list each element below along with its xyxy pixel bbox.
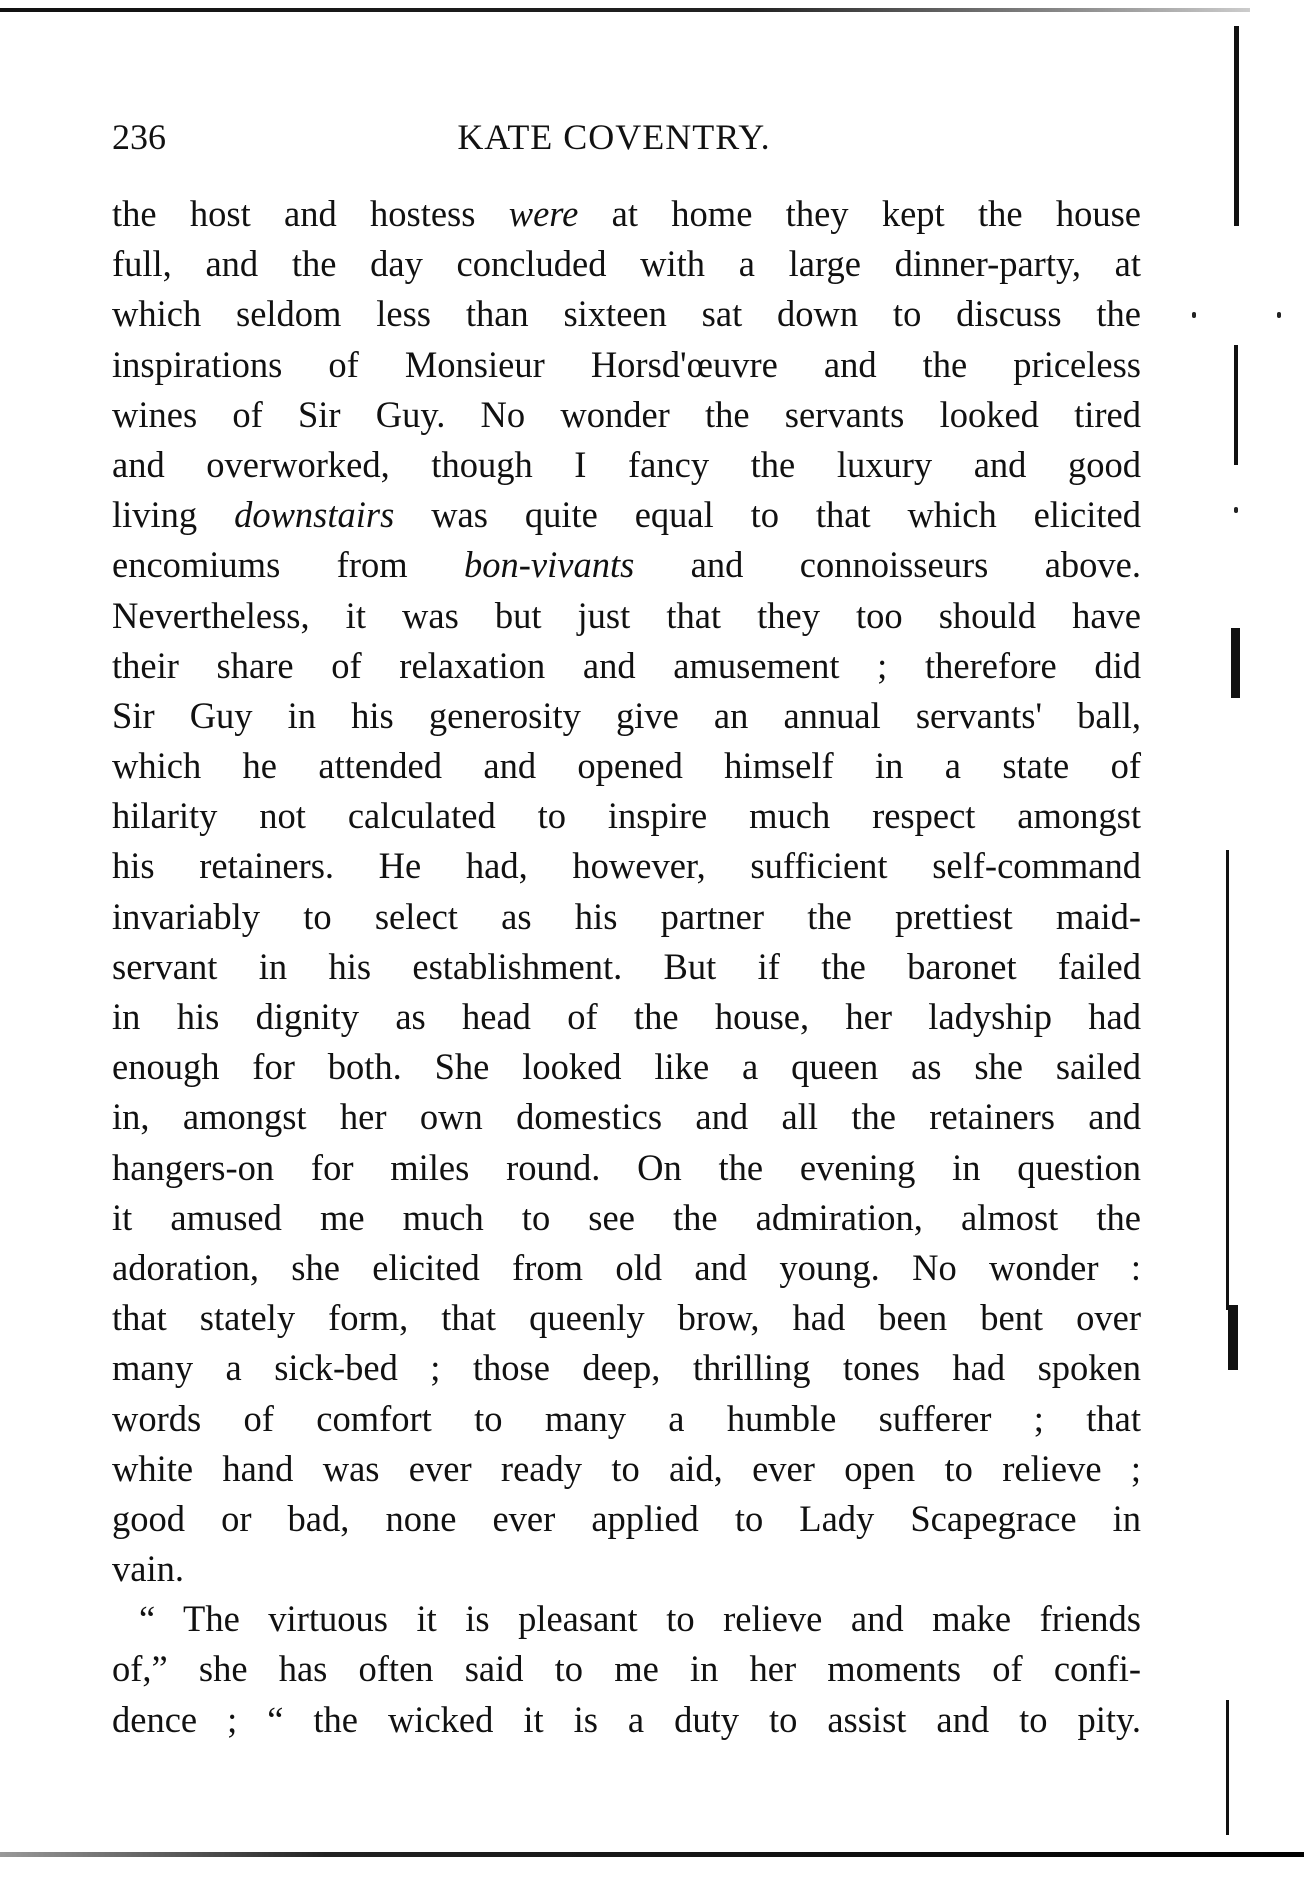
text-segment: encomiums from bbox=[112, 544, 464, 586]
text-segment: vain. bbox=[112, 1548, 184, 1590]
text-segment: of,” she has often said to me in her moments of confi- bbox=[112, 1648, 1141, 1690]
text-segment: living bbox=[112, 494, 235, 536]
text-line bbox=[112, 1143, 1141, 1193]
text-segment: their share of relaxation and amusement ; therefore did bbox=[112, 644, 1141, 686]
text-segment: and connoisseurs above. bbox=[634, 544, 1141, 586]
right-scan-edge bbox=[1234, 26, 1239, 226]
text-segment: which seldom less than sixteen sat down to discuss the bbox=[112, 293, 1141, 335]
text-segment: in his dignity as head of the house, her ladyship had bbox=[112, 996, 1141, 1037]
text-segment: words of comfort to many a humble sufferer ; that bbox=[112, 1397, 1141, 1439]
text-segment: the host and hostess bbox=[112, 193, 509, 234]
text-line bbox=[112, 1644, 1141, 1694]
body-text bbox=[112, 189, 1141, 1745]
text-line bbox=[112, 1042, 1141, 1092]
text-line bbox=[112, 1494, 1141, 1544]
text-line bbox=[112, 892, 1141, 942]
text-line bbox=[112, 1394, 1141, 1444]
italic-text: were bbox=[508, 193, 579, 234]
page-number: 236 bbox=[112, 117, 166, 157]
text-line bbox=[112, 942, 1141, 992]
right-scan-edge bbox=[1226, 850, 1229, 1310]
text-segment: servant in his establishment. But if the baronet failed bbox=[112, 945, 1141, 987]
italic-text: bon-vivants bbox=[464, 544, 635, 586]
text-line bbox=[112, 741, 1141, 791]
text-segment: many a sick-bed ; those deep, thrilling tones had spoken bbox=[112, 1347, 1141, 1389]
text-line bbox=[112, 1343, 1141, 1393]
text-line bbox=[112, 340, 1141, 390]
right-scan-edge bbox=[1234, 345, 1238, 465]
text-segment: good or bad, none ever applied to Lady Scapegrace in bbox=[112, 1497, 1141, 1539]
text-line bbox=[112, 1594, 1141, 1644]
text-line bbox=[112, 289, 1141, 339]
text-line bbox=[112, 691, 1141, 741]
text-line bbox=[112, 1695, 1141, 1745]
text-line bbox=[112, 189, 1141, 239]
text-line bbox=[112, 440, 1141, 490]
text-segment: wines of Sir Guy. No wonder the servants looked tired bbox=[112, 393, 1141, 435]
bottom-scan-edge bbox=[0, 1852, 1304, 1857]
top-scan-edge bbox=[0, 8, 1250, 12]
text-segment: that stately form, that queenly brow, had been bent over bbox=[112, 1297, 1141, 1339]
text-segment: in, amongst her own domestics and all the retainers and bbox=[112, 1096, 1141, 1138]
text-segment: “ The virtuous it is pleasant to relieve and make friends bbox=[139, 1598, 1141, 1640]
text-line bbox=[112, 591, 1141, 641]
text-segment: hilarity not calculated to inspire much respect amongst bbox=[112, 795, 1141, 837]
text-segment: which he attended and opened himself in a state of bbox=[112, 745, 1141, 787]
running-title: KATE COVENTRY. bbox=[457, 117, 771, 157]
text-segment: Sir Guy in his generosity give an annual servants' ball, bbox=[112, 694, 1141, 736]
text-line bbox=[112, 1193, 1141, 1243]
text-line bbox=[112, 841, 1141, 891]
text-segment: Nevertheless, it was but just that they too should have bbox=[112, 594, 1141, 636]
text-line bbox=[112, 1243, 1141, 1293]
text-segment: dence ; “ the wicked it is a duty to assist and to pity. bbox=[112, 1698, 1141, 1740]
text-segment: full, and the day concluded with a large dinner-party, at bbox=[112, 243, 1141, 285]
text-line bbox=[112, 490, 1141, 540]
scan-speck bbox=[1234, 507, 1238, 513]
right-scan-edge bbox=[1231, 628, 1240, 698]
right-scan-edge bbox=[1226, 1700, 1229, 1835]
text-segment: enough for both. She looked like a queen as she sailed bbox=[112, 1046, 1141, 1088]
text-line bbox=[112, 992, 1141, 1042]
text-line bbox=[112, 1293, 1141, 1343]
scan-speck bbox=[1277, 312, 1281, 318]
text-line bbox=[112, 641, 1141, 691]
right-scan-edge bbox=[1228, 1305, 1238, 1370]
scan-speck bbox=[1192, 312, 1196, 318]
text-segment: at home they kept the house bbox=[578, 193, 1141, 234]
text-segment: invariably to select as his partner the prettiest maid- bbox=[112, 895, 1141, 937]
text-segment: inspirations of Monsieur Horsd'œuvre and the priceless bbox=[112, 343, 1141, 385]
italic-text: downstairs bbox=[234, 494, 395, 536]
text-line bbox=[112, 791, 1141, 841]
text-line bbox=[112, 1444, 1141, 1494]
text-segment: was quite equal to that which elicited bbox=[394, 494, 1141, 536]
text-segment: hangers-on for miles round. On the evening in question bbox=[112, 1146, 1141, 1188]
text-line bbox=[112, 1092, 1141, 1142]
text-line bbox=[112, 239, 1141, 289]
text-segment: white hand was ever ready to aid, ever open to relieve ; bbox=[112, 1447, 1141, 1489]
text-line bbox=[112, 390, 1141, 440]
text-line bbox=[112, 540, 1141, 590]
text-line bbox=[112, 1544, 1141, 1594]
text-segment: adoration, she elicited from old and young. No wonder : bbox=[112, 1246, 1141, 1288]
text-segment: it amused me much to see the admiration, almost the bbox=[112, 1196, 1141, 1238]
text-segment: his retainers. He had, however, sufficient self-command bbox=[112, 845, 1141, 887]
text-segment: and overworked, though I fancy the luxury and good bbox=[112, 443, 1141, 485]
